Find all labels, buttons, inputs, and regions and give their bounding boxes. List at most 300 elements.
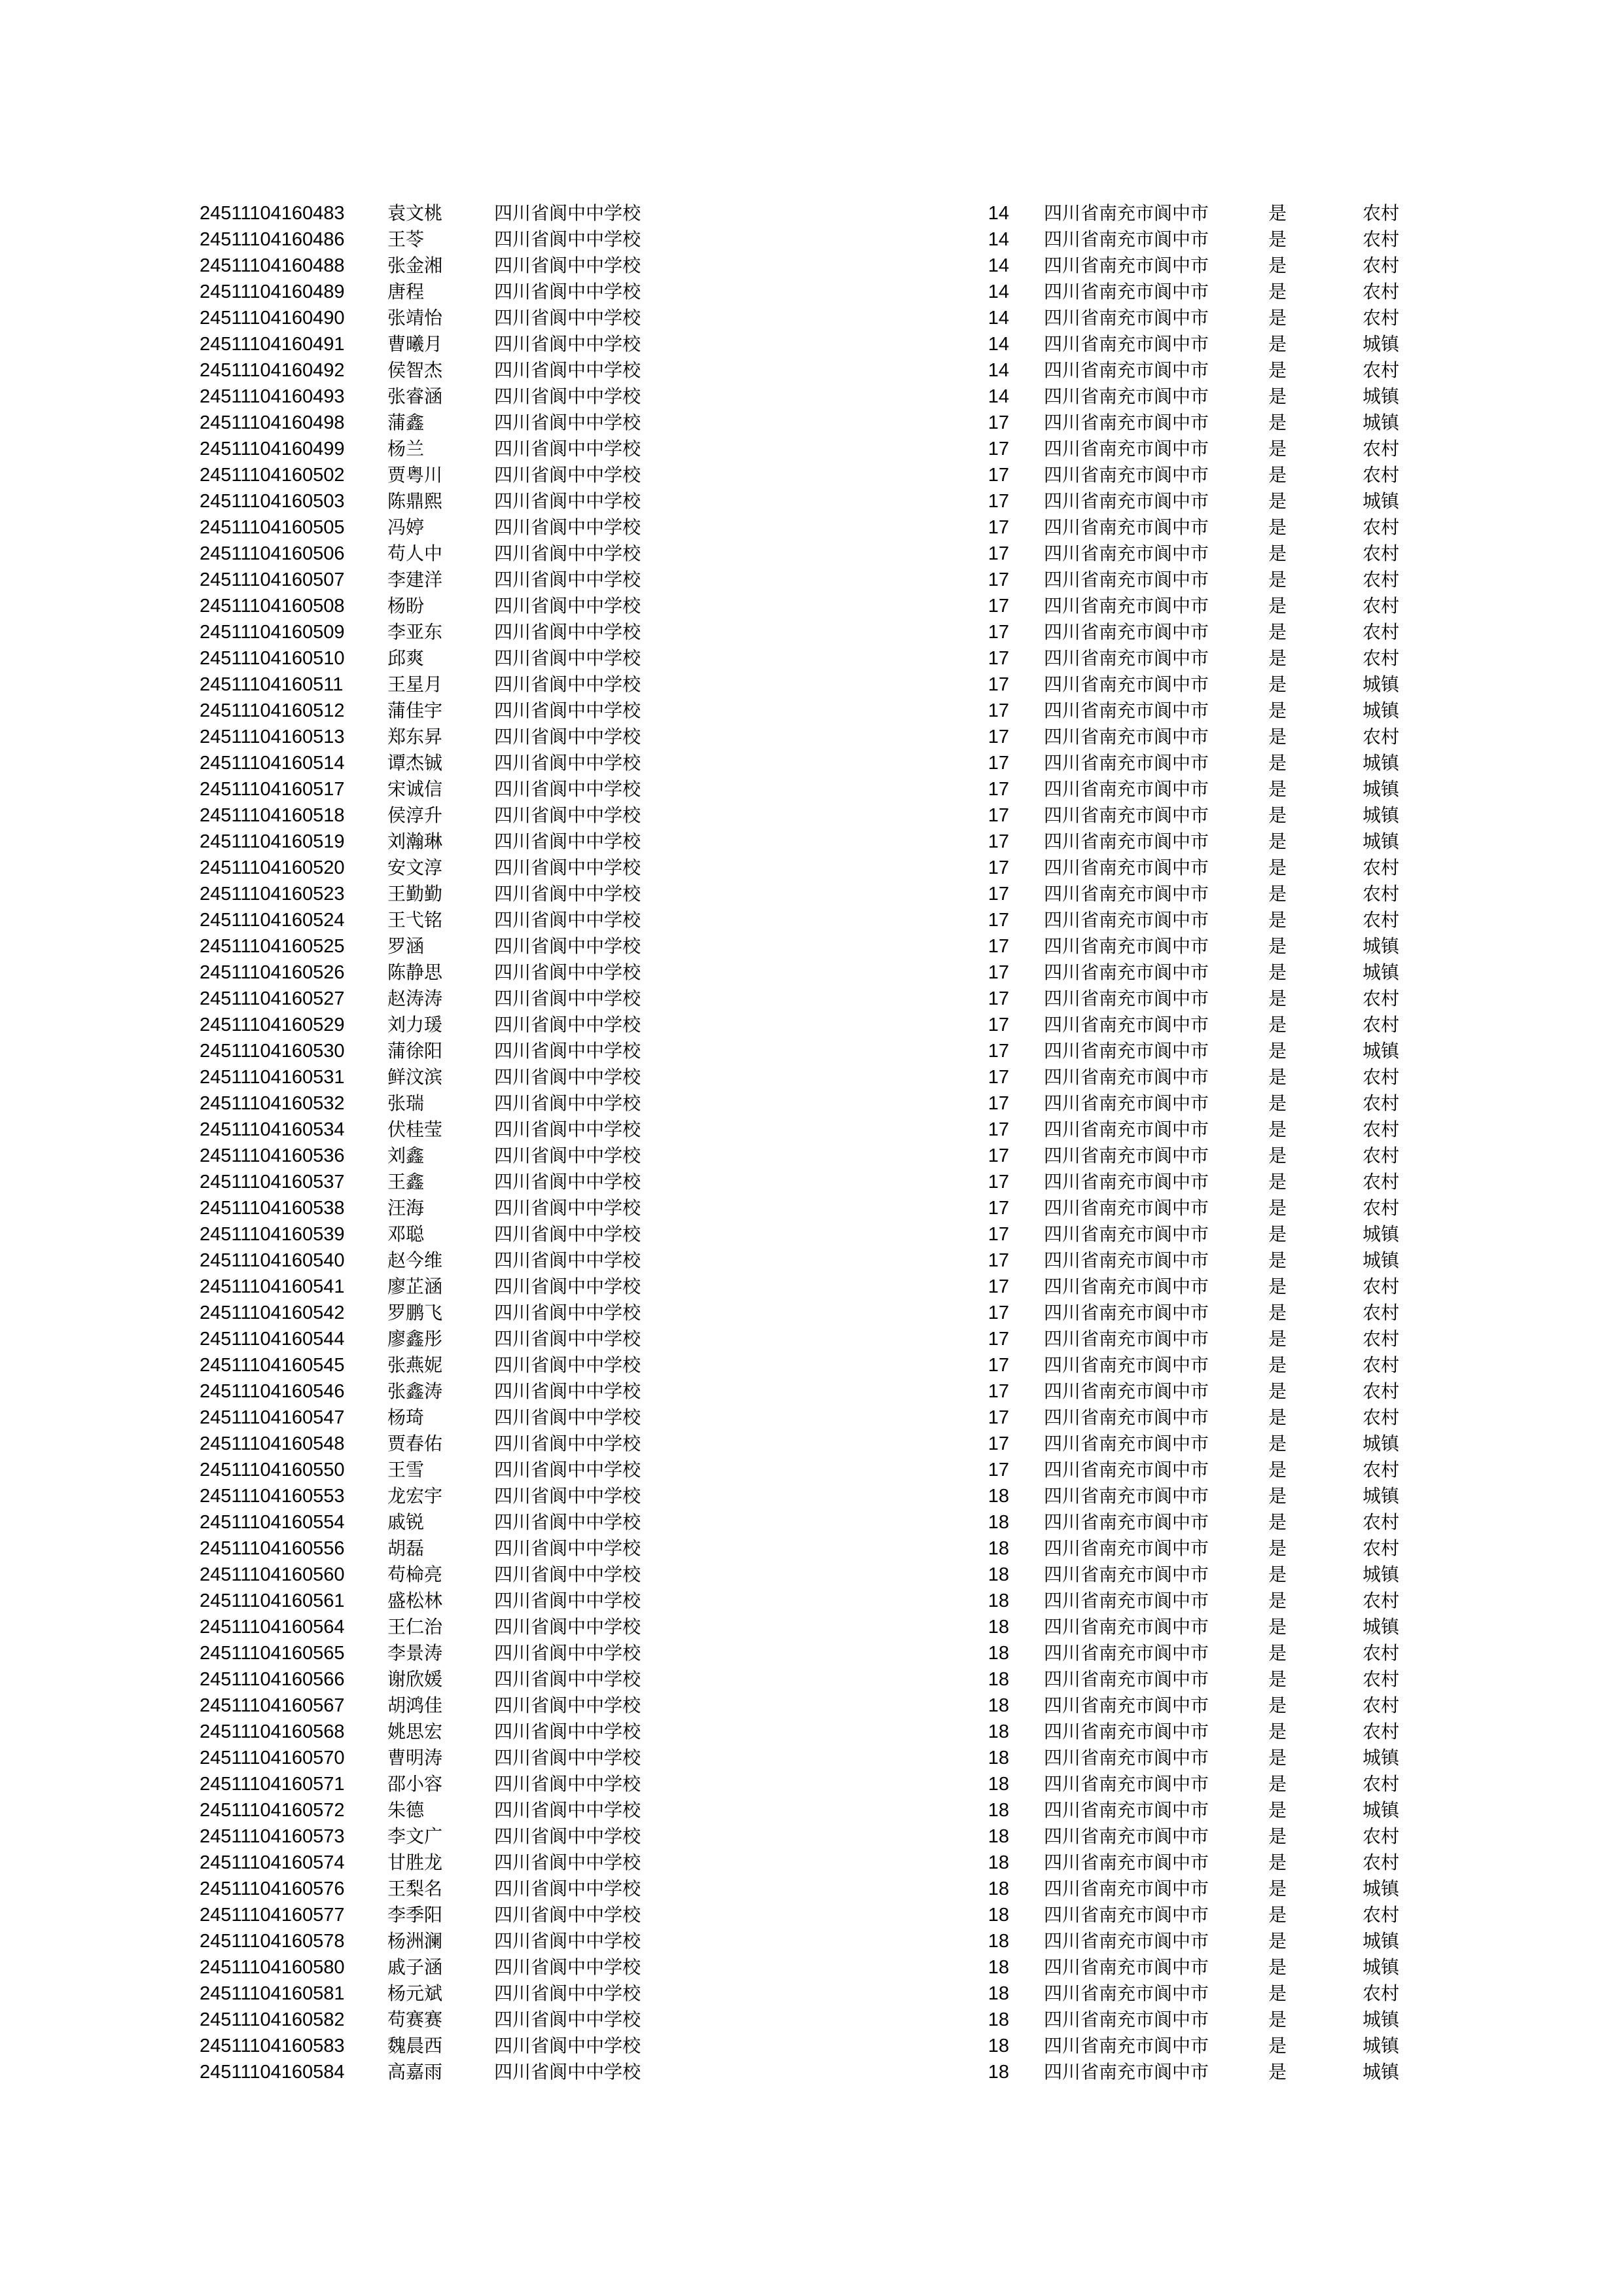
region-cell: 四川省南充市阆中市 — [1044, 1223, 1209, 1245]
region-cell: 四川省南充市阆中市 — [1044, 2009, 1209, 2030]
number-cell: 17 — [988, 1407, 1009, 1428]
exam-number-cell: 24511104160556 — [200, 1538, 345, 1559]
table-row — [0, 829, 1623, 855]
student-name-cell: 伏桂莹 — [387, 1119, 443, 1140]
number-cell: 18 — [988, 1852, 1009, 1873]
student-name-cell: 张瑞 — [387, 1092, 425, 1114]
table-row — [0, 436, 1623, 462]
exam-number-cell: 24511104160534 — [200, 1119, 345, 1140]
number-cell: 18 — [988, 1957, 1009, 1978]
area-type-cell: 农村 — [1363, 909, 1400, 931]
school-cell: 四川省阆中中学校 — [494, 228, 641, 250]
table-row — [0, 1876, 1623, 1902]
flag-cell: 是 — [1268, 490, 1287, 512]
region-cell: 四川省南充市阆中市 — [1044, 543, 1209, 564]
region-cell: 四川省南充市阆中市 — [1044, 1564, 1209, 1585]
region-cell: 四川省南充市阆中市 — [1044, 1276, 1209, 1297]
number-cell: 18 — [988, 1983, 1009, 2004]
region-cell: 四川省南充市阆中市 — [1044, 778, 1209, 800]
exam-number-cell: 24511104160491 — [200, 334, 345, 355]
student-name-cell: 杨洲澜 — [387, 1930, 443, 1952]
number-cell: 17 — [988, 1198, 1009, 1219]
flag-cell: 是 — [1268, 569, 1287, 590]
number-cell: 18 — [988, 2062, 1009, 2083]
exam-number-cell: 24511104160510 — [200, 648, 345, 669]
area-type-cell: 农村 — [1363, 516, 1400, 538]
student-name-cell: 邓聪 — [387, 1223, 425, 1245]
area-type-cell: 农村 — [1363, 1773, 1400, 1795]
exam-number-cell: 24511104160548 — [200, 1433, 345, 1454]
table-row — [0, 1562, 1623, 1588]
number-cell: 18 — [988, 1590, 1009, 1611]
student-name-cell: 冯婷 — [387, 516, 425, 538]
exam-number-cell: 24511104160499 — [200, 439, 345, 459]
table-row — [0, 331, 1623, 357]
student-name-cell: 甘胜龙 — [387, 1852, 443, 1873]
flag-cell: 是 — [1268, 1799, 1287, 1821]
flag-cell: 是 — [1268, 281, 1287, 302]
table-row — [0, 1954, 1623, 1981]
student-name-cell: 刘鑫 — [387, 1145, 425, 1166]
school-cell: 四川省阆中中学校 — [494, 202, 641, 224]
student-name-cell: 苟赛赛 — [387, 2009, 443, 2030]
area-type-cell: 农村 — [1363, 726, 1400, 747]
exam-number-cell: 24511104160519 — [200, 831, 345, 852]
school-cell: 四川省阆中中学校 — [494, 621, 641, 643]
student-name-cell: 宋诚信 — [387, 778, 443, 800]
number-cell: 18 — [988, 1774, 1009, 1795]
exam-number-cell: 24511104160520 — [200, 857, 345, 878]
school-cell: 四川省阆中中学校 — [494, 909, 641, 931]
student-name-cell: 贾粤川 — [387, 464, 443, 486]
school-cell: 四川省阆中中学校 — [494, 1956, 641, 1978]
number-cell: 17 — [988, 543, 1009, 564]
area-type-cell: 城镇 — [1363, 490, 1400, 512]
area-type-cell: 城镇 — [1363, 831, 1400, 852]
area-type-cell: 农村 — [1363, 464, 1400, 486]
exam-number-cell: 24511104160530 — [200, 1041, 345, 1062]
table-row — [0, 1457, 1623, 1483]
number-cell: 17 — [988, 910, 1009, 931]
table-row — [0, 593, 1623, 619]
number-cell: 18 — [988, 1617, 1009, 1638]
student-name-cell: 戚锐 — [387, 1511, 425, 1533]
flag-cell: 是 — [1268, 804, 1287, 826]
table-row — [0, 645, 1623, 672]
student-name-cell: 蒲佳宇 — [387, 700, 443, 721]
school-cell: 四川省阆中中学校 — [494, 255, 641, 276]
student-name-cell: 侯智杰 — [387, 359, 443, 381]
flag-cell: 是 — [1268, 909, 1287, 931]
school-cell: 四川省阆中中学校 — [494, 647, 641, 669]
student-name-cell: 鲜汶滨 — [387, 1066, 443, 1088]
flag-cell: 是 — [1268, 1459, 1287, 1480]
school-cell: 四川省阆中中学校 — [494, 1407, 641, 1428]
exam-number-cell: 24511104160567 — [200, 1695, 345, 1716]
school-cell: 四川省阆中中学校 — [494, 1904, 641, 1926]
school-cell: 四川省阆中中学校 — [494, 281, 641, 302]
number-cell: 14 — [988, 203, 1009, 224]
student-name-cell: 魏晨西 — [387, 2035, 443, 2056]
school-cell: 四川省阆中中学校 — [494, 1642, 641, 1664]
school-cell: 四川省阆中中学校 — [494, 569, 641, 590]
table-row — [0, 1902, 1623, 1928]
area-type-cell: 城镇 — [1363, 1433, 1400, 1454]
school-cell: 四川省阆中中学校 — [494, 752, 641, 774]
school-cell: 四川省阆中中学校 — [494, 2009, 641, 2030]
exam-number-cell: 24511104160584 — [200, 2062, 345, 2083]
area-type-cell: 城镇 — [1363, 700, 1400, 721]
number-cell: 17 — [988, 1224, 1009, 1245]
flag-cell: 是 — [1268, 1695, 1287, 1716]
table-row — [0, 855, 1623, 881]
area-type-cell: 农村 — [1363, 543, 1400, 564]
number-cell: 17 — [988, 988, 1009, 1009]
exam-number-cell: 24511104160518 — [200, 805, 345, 826]
student-name-cell: 谭杰铖 — [387, 752, 443, 774]
region-cell: 四川省南充市阆中市 — [1044, 516, 1209, 538]
student-name-cell: 张金湘 — [387, 255, 443, 276]
number-cell: 18 — [988, 2036, 1009, 2056]
table-row — [0, 1666, 1623, 1693]
area-type-cell: 城镇 — [1363, 1485, 1400, 1507]
table-row — [0, 2007, 1623, 2033]
school-cell: 四川省阆中中学校 — [494, 1799, 641, 1821]
region-cell: 四川省南充市阆中市 — [1044, 1354, 1209, 1376]
number-cell: 18 — [988, 1905, 1009, 1926]
number-cell: 18 — [988, 1538, 1009, 1559]
table-row — [0, 1719, 1623, 1745]
region-cell: 四川省南充市阆中市 — [1044, 700, 1209, 721]
school-cell: 四川省阆中中学校 — [494, 516, 641, 538]
number-cell: 14 — [988, 360, 1009, 381]
table-row — [0, 1745, 1623, 1771]
flag-cell: 是 — [1268, 543, 1287, 564]
region-cell: 四川省南充市阆中市 — [1044, 438, 1209, 459]
flag-cell: 是 — [1268, 2061, 1287, 2083]
exam-number-cell: 24511104160536 — [200, 1145, 345, 1166]
school-cell: 四川省阆中中学校 — [494, 673, 641, 695]
school-cell: 四川省阆中中学校 — [494, 883, 641, 905]
table-row — [0, 1483, 1623, 1509]
area-type-cell: 农村 — [1363, 883, 1400, 905]
table-row — [0, 1431, 1623, 1457]
student-name-cell: 李景涛 — [387, 1642, 443, 1664]
exam-number-cell: 24511104160545 — [200, 1355, 345, 1376]
flag-cell: 是 — [1268, 1852, 1287, 1873]
table-row — [0, 2033, 1623, 2059]
school-cell: 四川省阆中中学校 — [494, 778, 641, 800]
student-name-cell: 侯淳升 — [387, 804, 443, 826]
flag-cell: 是 — [1268, 883, 1287, 905]
school-cell: 四川省阆中中学校 — [494, 359, 641, 381]
number-cell: 17 — [988, 1433, 1009, 1454]
exam-number-cell: 24511104160532 — [200, 1093, 345, 1114]
school-cell: 四川省阆中中学校 — [494, 1616, 641, 1638]
school-cell: 四川省阆中中学校 — [494, 412, 641, 433]
student-name-cell: 李亚东 — [387, 621, 443, 643]
school-cell: 四川省阆中中学校 — [494, 543, 641, 564]
area-type-cell: 农村 — [1363, 228, 1400, 250]
flag-cell: 是 — [1268, 988, 1287, 1009]
school-cell: 四川省阆中中学校 — [494, 1982, 641, 2004]
school-cell: 四川省阆中中学校 — [494, 1380, 641, 1402]
flag-cell: 是 — [1268, 752, 1287, 774]
area-type-cell: 农村 — [1363, 857, 1400, 878]
number-cell: 17 — [988, 805, 1009, 826]
exam-number-cell: 24511104160580 — [200, 1957, 345, 1978]
school-cell: 四川省阆中中学校 — [494, 1014, 641, 1035]
flag-cell: 是 — [1268, 1511, 1287, 1533]
exam-number-cell: 24511104160571 — [200, 1774, 345, 1795]
flag-cell: 是 — [1268, 857, 1287, 878]
exam-number-cell: 24511104160553 — [200, 1486, 345, 1507]
table-row — [0, 1117, 1623, 1143]
area-type-cell: 农村 — [1363, 1852, 1400, 1873]
exam-number-cell: 24511104160544 — [200, 1329, 345, 1350]
student-name-cell: 苟椧亮 — [387, 1564, 443, 1585]
area-type-cell: 城镇 — [1363, 2035, 1400, 2056]
table-row — [0, 1378, 1623, 1405]
area-type-cell: 农村 — [1363, 1695, 1400, 1716]
flag-cell: 是 — [1268, 1930, 1287, 1952]
exam-number-cell: 24511104160524 — [200, 910, 345, 931]
region-cell: 四川省南充市阆中市 — [1044, 935, 1209, 957]
table-row — [0, 672, 1623, 698]
flag-cell: 是 — [1268, 2009, 1287, 2030]
table-row — [0, 1300, 1623, 1326]
flag-cell: 是 — [1268, 1590, 1287, 1611]
area-type-cell: 农村 — [1363, 1328, 1400, 1350]
flag-cell: 是 — [1268, 1092, 1287, 1114]
number-cell: 14 — [988, 281, 1009, 302]
number-cell: 18 — [988, 1669, 1009, 1690]
number-cell: 17 — [988, 753, 1009, 774]
exam-number-cell: 24511104160492 — [200, 360, 345, 381]
number-cell: 14 — [988, 308, 1009, 329]
number-cell: 17 — [988, 1329, 1009, 1350]
table-row — [0, 305, 1623, 331]
region-cell: 四川省南充市阆中市 — [1044, 569, 1209, 590]
table-row — [0, 1221, 1623, 1247]
region-cell: 四川省南充市阆中市 — [1044, 464, 1209, 486]
school-cell: 四川省阆中中学校 — [494, 1354, 641, 1376]
area-type-cell: 城镇 — [1363, 333, 1400, 355]
flag-cell: 是 — [1268, 647, 1287, 669]
school-cell: 四川省阆中中学校 — [494, 1721, 641, 1742]
flag-cell: 是 — [1268, 307, 1287, 329]
exam-number-cell: 24511104160513 — [200, 726, 345, 747]
flag-cell: 是 — [1268, 333, 1287, 355]
area-type-cell: 农村 — [1363, 1982, 1400, 2004]
table-row — [0, 1143, 1623, 1169]
region-cell: 四川省南充市阆中市 — [1044, 1459, 1209, 1480]
area-type-cell: 农村 — [1363, 1825, 1400, 1847]
school-cell: 四川省阆中中学校 — [494, 1459, 641, 1480]
flag-cell: 是 — [1268, 1249, 1287, 1271]
student-name-cell: 王梨名 — [387, 1878, 443, 1899]
school-cell: 四川省阆中中学校 — [494, 1223, 641, 1245]
student-name-cell: 邵小容 — [387, 1773, 443, 1795]
region-cell: 四川省南充市阆中市 — [1044, 673, 1209, 695]
exam-number-cell: 24511104160525 — [200, 936, 345, 957]
area-type-cell: 农村 — [1363, 1014, 1400, 1035]
flag-cell: 是 — [1268, 1433, 1287, 1454]
number-cell: 18 — [988, 2009, 1009, 2030]
flag-cell: 是 — [1268, 1982, 1287, 2004]
flag-cell: 是 — [1268, 1721, 1287, 1742]
student-name-cell: 王雪 — [387, 1459, 425, 1480]
area-type-cell: 农村 — [1363, 1904, 1400, 1926]
school-cell: 四川省阆中中学校 — [494, 1066, 641, 1088]
area-type-cell: 农村 — [1363, 1197, 1400, 1219]
region-cell: 四川省南充市阆中市 — [1044, 595, 1209, 617]
number-cell: 17 — [988, 779, 1009, 800]
table-row — [0, 986, 1623, 1012]
area-type-cell: 农村 — [1363, 202, 1400, 224]
school-cell: 四川省阆中中学校 — [494, 1537, 641, 1559]
number-cell: 17 — [988, 726, 1009, 747]
area-type-cell: 农村 — [1363, 595, 1400, 617]
table-row — [0, 462, 1623, 488]
number-cell: 17 — [988, 1250, 1009, 1271]
number-cell: 17 — [988, 465, 1009, 486]
school-cell: 四川省阆中中学校 — [494, 726, 641, 747]
school-cell: 四川省阆中中学校 — [494, 307, 641, 329]
exam-number-cell: 24511104160546 — [200, 1381, 345, 1402]
region-cell: 四川省南充市阆中市 — [1044, 2035, 1209, 2056]
school-cell: 四川省阆中中学校 — [494, 1773, 641, 1795]
student-name-cell: 唐程 — [387, 281, 425, 302]
number-cell: 17 — [988, 1119, 1009, 1140]
table-row — [0, 514, 1623, 541]
school-cell: 四川省阆中中学校 — [494, 1930, 641, 1952]
school-cell: 四川省阆中中学校 — [494, 1328, 641, 1350]
flag-cell: 是 — [1268, 1747, 1287, 1768]
flag-cell: 是 — [1268, 1276, 1287, 1297]
student-name-cell: 杨琦 — [387, 1407, 425, 1428]
student-name-cell: 罗鹏飞 — [387, 1302, 443, 1323]
number-cell: 17 — [988, 1014, 1009, 1035]
school-cell: 四川省阆中中学校 — [494, 1119, 641, 1140]
exam-number-cell: 24511104160570 — [200, 1748, 345, 1768]
exam-number-cell: 24511104160527 — [200, 988, 345, 1009]
table-row — [0, 1169, 1623, 1195]
number-cell: 17 — [988, 1172, 1009, 1193]
student-name-cell: 谢欣媛 — [387, 1668, 443, 1690]
exam-number-cell: 24511104160568 — [200, 1721, 345, 1742]
flag-cell: 是 — [1268, 595, 1287, 617]
region-cell: 四川省南充市阆中市 — [1044, 1747, 1209, 1768]
flag-cell: 是 — [1268, 1328, 1287, 1350]
exam-number-cell: 24511104160531 — [200, 1067, 345, 1088]
flag-cell: 是 — [1268, 621, 1287, 643]
table-row — [0, 698, 1623, 724]
area-type-cell: 农村 — [1363, 1171, 1400, 1193]
area-type-cell: 城镇 — [1363, 1223, 1400, 1245]
area-type-cell: 城镇 — [1363, 2009, 1400, 2030]
area-type-cell: 城镇 — [1363, 386, 1400, 407]
number-cell: 18 — [988, 1931, 1009, 1952]
flag-cell: 是 — [1268, 961, 1287, 983]
table-row — [0, 776, 1623, 802]
table-row — [0, 1771, 1623, 1797]
table-row — [0, 1090, 1623, 1117]
table-row — [0, 357, 1623, 384]
table-row — [0, 1352, 1623, 1378]
table-row — [0, 1614, 1623, 1640]
area-type-cell: 城镇 — [1363, 673, 1400, 695]
area-type-cell: 城镇 — [1363, 778, 1400, 800]
region-cell: 四川省南充市阆中市 — [1044, 831, 1209, 852]
student-name-cell: 胡磊 — [387, 1537, 425, 1559]
exam-number-cell: 24511104160572 — [200, 1800, 345, 1821]
number-cell: 17 — [988, 831, 1009, 852]
flag-cell: 是 — [1268, 726, 1287, 747]
area-type-cell: 城镇 — [1363, 935, 1400, 957]
student-name-cell: 李建洋 — [387, 569, 443, 590]
number-cell: 18 — [988, 1564, 1009, 1585]
region-cell: 四川省南充市阆中市 — [1044, 1407, 1209, 1428]
flag-cell: 是 — [1268, 1223, 1287, 1245]
table-row — [0, 1038, 1623, 1064]
exam-number-cell: 24511104160538 — [200, 1198, 345, 1219]
exam-number-cell: 24511104160507 — [200, 569, 345, 590]
number-cell: 18 — [988, 1878, 1009, 1899]
area-type-cell: 农村 — [1363, 1092, 1400, 1114]
table-row — [0, 567, 1623, 593]
exam-number-cell: 24511104160514 — [200, 753, 345, 774]
flag-cell: 是 — [1268, 1485, 1287, 1507]
area-type-cell: 农村 — [1363, 1668, 1400, 1690]
table-row — [0, 1064, 1623, 1090]
exam-number-cell: 24511104160506 — [200, 543, 345, 564]
number-cell: 14 — [988, 229, 1009, 250]
table-row — [0, 619, 1623, 645]
area-type-cell: 城镇 — [1363, 2061, 1400, 2083]
student-name-cell: 朱德 — [387, 1799, 425, 1821]
number-cell: 17 — [988, 412, 1009, 433]
region-cell: 四川省南充市阆中市 — [1044, 1197, 1209, 1219]
region-cell: 四川省南充市阆中市 — [1044, 909, 1209, 931]
number-cell: 17 — [988, 1093, 1009, 1114]
number-cell: 17 — [988, 674, 1009, 695]
area-type-cell: 农村 — [1363, 1380, 1400, 1402]
table-row — [0, 2059, 1623, 2085]
exam-number-cell: 24511104160517 — [200, 779, 345, 800]
school-cell: 四川省阆中中学校 — [494, 1511, 641, 1533]
table-row — [0, 724, 1623, 750]
exam-number-cell: 24511104160564 — [200, 1617, 345, 1638]
student-name-cell: 贾春佑 — [387, 1433, 443, 1454]
number-cell: 18 — [988, 1643, 1009, 1664]
number-cell: 17 — [988, 596, 1009, 617]
number-cell: 18 — [988, 1486, 1009, 1507]
school-cell: 四川省阆中中学校 — [494, 1092, 641, 1114]
area-type-cell: 城镇 — [1363, 412, 1400, 433]
student-name-cell: 王鑫 — [387, 1171, 425, 1193]
region-cell: 四川省南充市阆中市 — [1044, 988, 1209, 1009]
exam-number-cell: 24511104160560 — [200, 1564, 345, 1585]
flag-cell: 是 — [1268, 516, 1287, 538]
exam-number-cell: 24511104160542 — [200, 1302, 345, 1323]
region-cell: 四川省南充市阆中市 — [1044, 621, 1209, 643]
flag-cell: 是 — [1268, 1537, 1287, 1559]
table-row — [0, 1535, 1623, 1562]
data-table — [0, 200, 1623, 2085]
student-name-cell: 袁文桃 — [387, 202, 443, 224]
school-cell: 四川省阆中中学校 — [494, 961, 641, 983]
